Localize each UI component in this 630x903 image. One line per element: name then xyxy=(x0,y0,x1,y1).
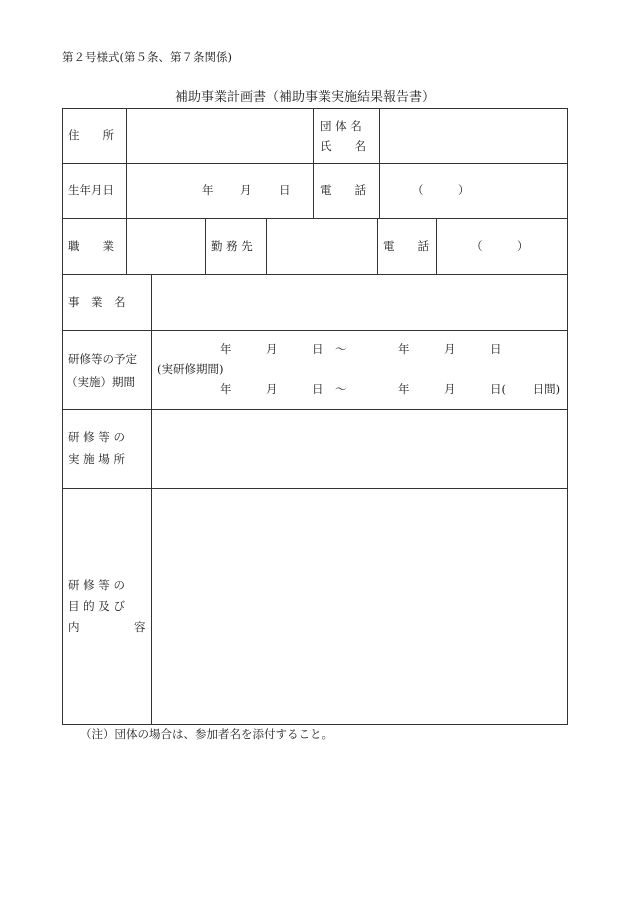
actual-period-end: 年 月 日( 日間) xyxy=(398,382,561,396)
col-divider-r12-c xyxy=(379,108,380,218)
col-divider-r47 xyxy=(151,274,152,725)
phone-label: 電 話 xyxy=(320,183,366,197)
col-divider-r3-d xyxy=(377,218,378,274)
planned-period-end: 年 月 日 xyxy=(398,342,502,356)
page-title: 補助事業計画書（補助事業実施結果報告書） xyxy=(175,90,436,105)
col-divider-r3-c xyxy=(266,218,267,274)
work-phone-label: 電 話 xyxy=(383,239,429,253)
person-name-label: 氏 名 xyxy=(320,139,366,153)
purpose-label-line3-start: 内 xyxy=(68,620,80,634)
phone-parens: （ ） xyxy=(412,183,470,197)
row-divider-5 xyxy=(62,409,567,410)
workplace-label: 勤 務 先 xyxy=(211,239,253,253)
period-label-line2: （実施）期間 xyxy=(66,375,135,389)
table-border-bottom xyxy=(62,724,567,725)
row-divider-1 xyxy=(62,163,567,164)
col-divider-r12-a xyxy=(126,108,127,218)
period-label-line1: 研修等の予定 xyxy=(68,352,137,366)
col-divider-r3-a xyxy=(126,218,127,274)
birth-year-unit: 年 xyxy=(202,183,214,197)
birthdate-label: 生年月日 xyxy=(68,183,114,197)
purpose-label-line3-end: 容 xyxy=(134,620,146,634)
work-phone-parens: （ ） xyxy=(471,239,529,253)
project-name-label: 事 業 名 xyxy=(68,295,126,309)
occupation-label: 職 業 xyxy=(68,239,114,253)
row-divider-3 xyxy=(62,274,567,275)
address-label: 住 所 xyxy=(68,128,114,142)
form-number: 第２号様式(第５条、第７条関係) xyxy=(62,50,232,64)
footnote: （注）団体の場合は、参加者名を添付すること。 xyxy=(80,727,333,741)
col-divider-r12-b xyxy=(313,108,314,218)
purpose-label-line1: 研 修 等 の xyxy=(68,578,125,592)
col-divider-r3-b xyxy=(205,218,206,274)
table-border-left xyxy=(62,108,63,725)
actual-period-start: 年 月 日 ～ xyxy=(220,382,347,396)
birth-month-unit: 月 xyxy=(240,183,252,197)
row-divider-4 xyxy=(62,330,567,331)
table-border-right xyxy=(567,108,568,725)
col-divider-r3-e xyxy=(436,218,437,274)
table-border-top xyxy=(62,108,567,109)
birth-day-unit: 日 xyxy=(279,183,291,197)
purpose-label-line2: 目 的 及 び xyxy=(68,599,125,613)
group-name-label: 団 体 名 xyxy=(320,119,362,133)
row-divider-6 xyxy=(62,488,567,489)
actual-period-label: (実研修期間) xyxy=(157,362,224,376)
place-label-line2: 実 施 場 所 xyxy=(68,452,125,466)
place-label-line1: 研 修 等 の xyxy=(68,430,125,444)
planned-period-start: 年 月 日 ～ xyxy=(220,342,347,356)
row-divider-2 xyxy=(62,218,567,219)
